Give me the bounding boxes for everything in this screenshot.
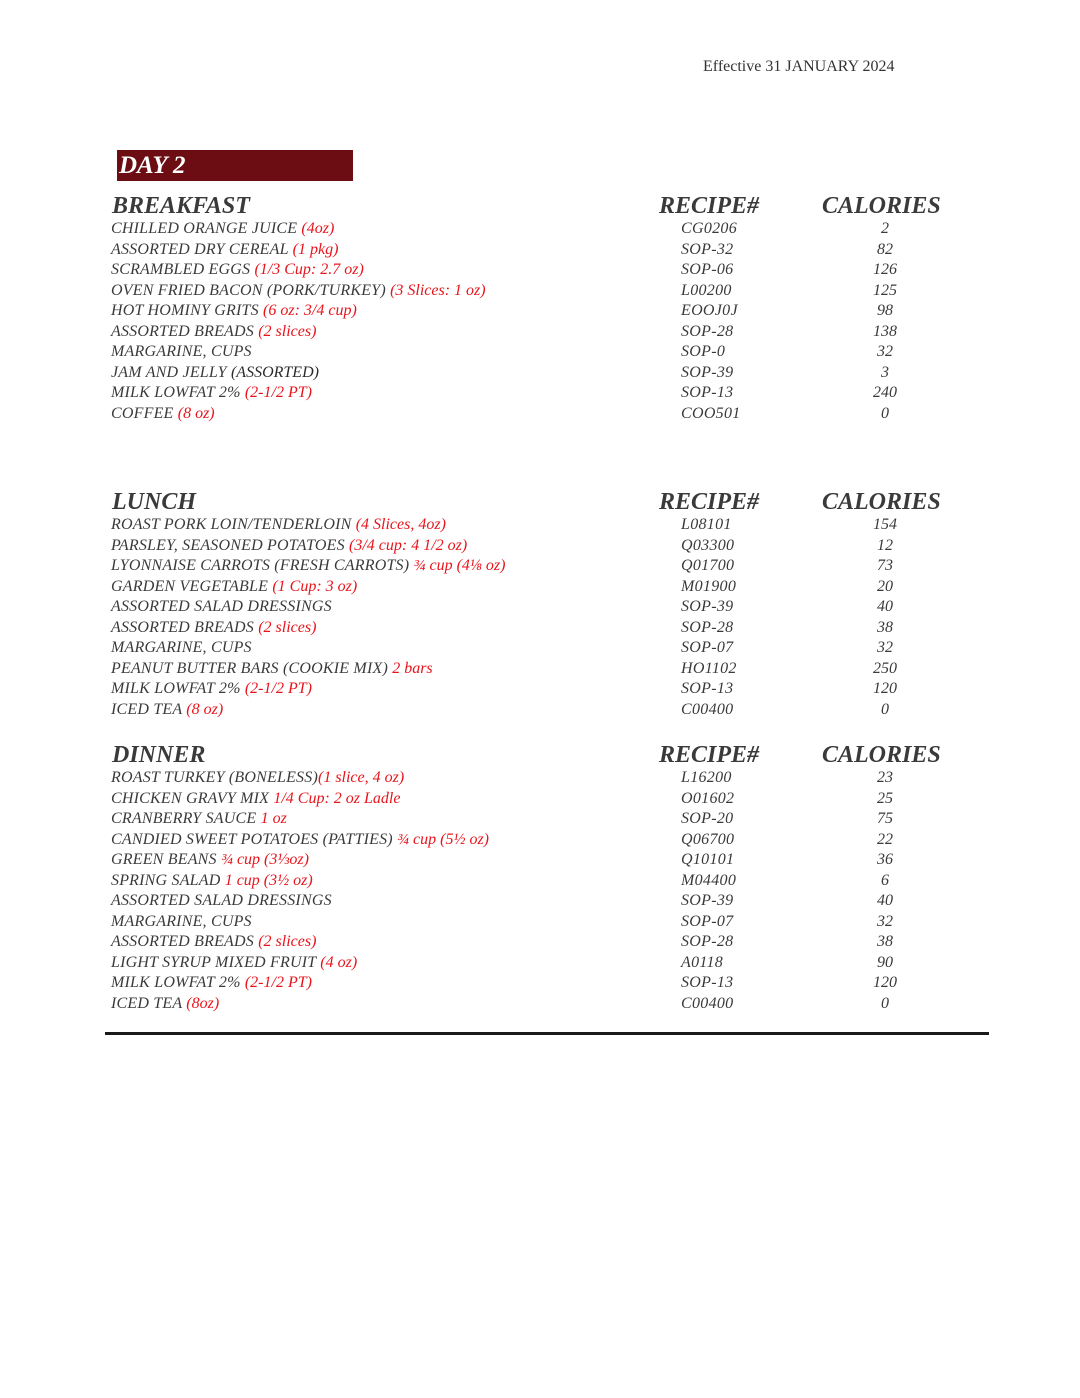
- section-header: [0, 489, 1080, 515]
- item-portion: (4 oz): [320, 953, 358, 971]
- item-portion: (8 oz): [177, 404, 215, 422]
- recipe-number: SOP-28: [681, 933, 734, 950]
- calories-value: 0: [881, 994, 889, 1012]
- item-portion: ¾ cup (5½ oz): [397, 830, 489, 848]
- item-name: PEANUT BUTTER BARS (COOKIE MIX): [111, 659, 393, 677]
- menu-item: [111, 515, 446, 535]
- item-name: ASSORTED BREADS: [111, 322, 259, 340]
- recipe-number: C00400: [681, 994, 734, 1012]
- recipe-number: L16200: [681, 769, 732, 786]
- item-name: ICED TEA: [111, 994, 187, 1012]
- menu-item: [111, 789, 400, 809]
- item-name: CHICKEN GRAVY MIX: [111, 789, 274, 807]
- calories-value: 138: [873, 322, 897, 340]
- recipe-column-header: RECIPE#: [659, 489, 760, 515]
- calories-value: 3: [881, 363, 889, 381]
- calories-value: 36: [877, 851, 893, 868]
- recipe-number: SOP-28: [681, 618, 734, 636]
- section-header: [0, 742, 1080, 768]
- item-portion: (2-1/2 PT): [244, 384, 312, 401]
- item-name: COFFEE: [111, 404, 178, 422]
- calories-value: 75: [877, 810, 893, 827]
- menu-item-row: [0, 994, 1080, 1015]
- menu-item: [111, 994, 219, 1014]
- menu-item-row: [0, 973, 1080, 994]
- menu-item: [111, 932, 316, 952]
- calories-value: 23: [877, 769, 893, 786]
- recipe-number: SOP-13: [681, 680, 734, 697]
- menu-item: [111, 809, 287, 829]
- menu-item-row: [0, 322, 1080, 343]
- menu-item-row: [0, 932, 1080, 953]
- calories-value: 120: [873, 974, 897, 991]
- item-portion: 1 oz: [260, 810, 287, 827]
- menu-item-row: [0, 556, 1080, 577]
- menu-item-row: [0, 891, 1080, 912]
- item-portion: (2 slices): [258, 933, 317, 950]
- menu-item: [111, 891, 332, 911]
- recipe-number: C00400: [681, 700, 734, 718]
- item-name: LYONNAISE CARROTS (FRESH CARROTS): [111, 557, 414, 574]
- calories-value: 90: [877, 953, 893, 971]
- menu-item-row: [0, 219, 1080, 240]
- menu-items: [0, 515, 1080, 720]
- recipe-number: SOP-20: [681, 810, 734, 827]
- bottom-rule: [105, 1032, 989, 1035]
- calories-value: 120: [873, 680, 897, 697]
- item-portion: (2 slices): [258, 618, 317, 636]
- menu-item-row: [0, 809, 1080, 830]
- calories-column-header: CALORIES: [822, 489, 941, 515]
- item-name: MILK LOWFAT 2%: [111, 680, 245, 697]
- item-name: HOT HOMINY GRITS: [111, 302, 264, 319]
- menu-item: [111, 556, 505, 576]
- recipe-number: Q06700: [681, 830, 735, 848]
- calories-value: 40: [877, 598, 893, 615]
- menu-item-row: [0, 789, 1080, 810]
- menu-item-row: [0, 342, 1080, 363]
- item-name: MARGARINE, CUPS: [111, 912, 252, 930]
- recipe-number: EOOJ0J: [681, 302, 738, 319]
- calories-value: 2: [881, 220, 889, 237]
- menu-item: [111, 383, 312, 403]
- item-name: CRANBERRY SAUCE: [111, 810, 261, 827]
- menu-item: [111, 281, 486, 301]
- recipe-number: L08101: [681, 516, 732, 533]
- menu-item: [111, 577, 357, 597]
- menu-item: [111, 953, 357, 973]
- menu-item: [111, 322, 316, 342]
- menu-item-row: [0, 953, 1080, 974]
- recipe-number: SOP-07: [681, 912, 734, 930]
- calories-value: 98: [877, 302, 893, 319]
- section-header: [0, 193, 1080, 219]
- section-title: BREAKFAST: [112, 193, 250, 219]
- item-name: CANDIED SWEET POTATOES (PATTIES): [111, 830, 398, 848]
- menu-item: [111, 363, 319, 383]
- calories-value: 38: [877, 933, 893, 950]
- menu-item-row: [0, 240, 1080, 261]
- recipe-number: SOP-13: [681, 974, 734, 991]
- item-portion: (4oz): [301, 220, 335, 237]
- item-name: GREEN BEANS: [111, 851, 221, 868]
- item-name: ASSORTED BREADS: [111, 618, 259, 636]
- calories-value: 12: [877, 536, 893, 554]
- item-name: CHILLED ORANGE JUICE: [111, 220, 302, 237]
- calories-value: 32: [877, 343, 893, 360]
- menu-items: [0, 768, 1080, 1014]
- calories-value: 0: [881, 404, 889, 422]
- menu-item-row: [0, 363, 1080, 384]
- menu-item-row: [0, 597, 1080, 618]
- menu-item: [111, 679, 312, 699]
- menu-item: [111, 871, 313, 891]
- calories-value: 32: [877, 639, 893, 656]
- recipe-number: SOP-32: [681, 240, 734, 258]
- menu-item-row: [0, 383, 1080, 404]
- item-portion: (3 Slices: 1 oz): [390, 281, 486, 299]
- menu-item: [111, 260, 364, 280]
- item-portion: (4 Slices, 4oz): [355, 516, 446, 533]
- section-lunch: [0, 489, 1080, 720]
- recipe-number: A0118: [681, 953, 724, 971]
- menu-item: [111, 973, 312, 993]
- recipe-number: COO501: [681, 404, 741, 422]
- calories-value: 250: [873, 659, 897, 677]
- menu-item: [111, 830, 489, 850]
- recipe-number: O01602: [681, 789, 735, 807]
- item-portion: (2-1/2 PT): [244, 974, 312, 991]
- recipe-number: M04400: [681, 871, 737, 889]
- recipe-number: SOP-06: [681, 261, 734, 278]
- recipe-column-header: RECIPE#: [659, 742, 760, 768]
- item-portion: (6 oz: 3/4 cup): [263, 302, 357, 319]
- item-portion: 1/4 Cup: 2 oz Ladle: [273, 789, 401, 807]
- menu-item-row: [0, 830, 1080, 851]
- menu-item-row: [0, 638, 1080, 659]
- recipe-number: SOP-0: [681, 343, 726, 360]
- menu-item: [111, 850, 309, 870]
- menu-item: [111, 404, 215, 424]
- menu-item: [111, 912, 252, 932]
- item-portion: (1/3 Cup: 2.7 oz): [254, 261, 364, 278]
- menu-item: [111, 219, 334, 239]
- item-portion: 2 bars: [392, 659, 433, 677]
- menu-items: [0, 219, 1080, 424]
- menu-item-row: [0, 768, 1080, 789]
- item-name: ROAST PORK LOIN/TENDERLOIN: [111, 516, 356, 533]
- recipe-number: SOP-39: [681, 598, 734, 615]
- recipe-number: SOP-28: [681, 322, 734, 340]
- item-name: MILK LOWFAT 2%: [111, 974, 245, 991]
- item-portion: (8 oz): [186, 700, 224, 718]
- item-name: SCRAMBLED EGGS: [111, 261, 255, 278]
- item-portion: 1 cup (3½ oz): [224, 871, 313, 889]
- item-name: JAM AND JELLY: [111, 363, 231, 381]
- menu-item-row: [0, 912, 1080, 933]
- day-label: DAY 2: [119, 152, 186, 179]
- calories-value: 6: [881, 871, 889, 889]
- menu-item: [111, 597, 332, 617]
- recipe-column-header: RECIPE#: [659, 193, 760, 219]
- item-name: SPRING SALAD: [111, 871, 225, 889]
- item-portion: (8oz): [186, 994, 220, 1012]
- menu-item-row: [0, 700, 1080, 721]
- recipe-number: L00200: [681, 281, 732, 299]
- item-name: ASSORTED SALAD DRESSINGS: [111, 892, 332, 909]
- item-portion: (1 slice, 4 oz): [317, 769, 405, 786]
- calories-value: 73: [877, 557, 893, 574]
- menu-item-row: [0, 515, 1080, 536]
- calories-value: 154: [873, 516, 897, 533]
- recipe-number: HO1102: [681, 659, 737, 677]
- menu-item-row: [0, 281, 1080, 302]
- day-banner: [117, 150, 353, 181]
- menu-item: [111, 342, 252, 362]
- recipe-number: CG0206: [681, 220, 738, 237]
- recipe-number: M01900: [681, 577, 737, 595]
- recipe-number: Q01700: [681, 557, 735, 574]
- item-name: OVEN FRIED BACON (PORK/TURKEY): [111, 281, 391, 299]
- item-portion: ¾ cup (4⅛ oz): [413, 557, 506, 574]
- section-breakfast: [0, 193, 1080, 424]
- item-name: MARGARINE, CUPS: [111, 639, 252, 656]
- section-dinner: [0, 742, 1080, 1014]
- menu-item-row: [0, 404, 1080, 425]
- calories-value: 126: [873, 261, 897, 278]
- menu-item: [111, 700, 223, 720]
- calories-value: 40: [877, 892, 893, 909]
- calories-value: 22: [877, 830, 893, 848]
- calories-value: 38: [877, 618, 893, 636]
- menu-item: [111, 768, 404, 788]
- item-portion: ¾ cup (3⅓oz): [220, 851, 309, 868]
- effective-date: Effective 31 JANUARY 2024: [703, 58, 895, 75]
- item-portion: (ASSORTED): [230, 363, 319, 381]
- item-name: ICED TEA: [111, 700, 187, 718]
- calories-value: 20: [877, 577, 893, 595]
- item-name: ASSORTED DRY CEREAL: [111, 240, 293, 258]
- menu-item-row: [0, 301, 1080, 322]
- item-portion: (2 slices): [258, 322, 317, 340]
- item-name: ROAST TURKEY (BONELESS): [111, 769, 318, 786]
- menu-item-row: [0, 659, 1080, 680]
- calories-column-header: CALORIES: [822, 193, 941, 219]
- menu-item-row: [0, 871, 1080, 892]
- calories-value: 25: [877, 789, 893, 807]
- recipe-number: SOP-39: [681, 892, 734, 909]
- calories-value: 82: [877, 240, 893, 258]
- calories-column-header: CALORIES: [822, 742, 941, 768]
- menu-item-row: [0, 850, 1080, 871]
- menu-item: [111, 618, 316, 638]
- item-name: ASSORTED SALAD DRESSINGS: [111, 598, 332, 615]
- section-title: DINNER: [112, 742, 206, 768]
- section-title: LUNCH: [112, 489, 196, 515]
- item-portion: (3/4 cup: 4 1/2 oz): [349, 536, 468, 554]
- menu-item: [111, 659, 433, 679]
- menu-item: [111, 240, 338, 260]
- menu-item-row: [0, 536, 1080, 557]
- item-name: ASSORTED BREADS: [111, 933, 259, 950]
- recipe-number: Q10101: [681, 851, 735, 868]
- calories-value: 0: [881, 700, 889, 718]
- menu-item-row: [0, 577, 1080, 598]
- recipe-number: Q03300: [681, 536, 735, 554]
- item-portion: (2-1/2 PT): [244, 680, 312, 697]
- item-portion: (1 pkg): [292, 240, 339, 258]
- item-name: MILK LOWFAT 2%: [111, 384, 245, 401]
- menu-item: [111, 301, 357, 321]
- calories-value: 240: [873, 384, 897, 401]
- item-portion: (1 Cup: 3 oz): [272, 577, 358, 595]
- menu-item-row: [0, 679, 1080, 700]
- item-name: MARGARINE, CUPS: [111, 343, 252, 360]
- menu-item: [111, 536, 467, 556]
- menu-item-row: [0, 260, 1080, 281]
- menu-item: [111, 638, 252, 658]
- recipe-number: SOP-39: [681, 363, 734, 381]
- item-name: LIGHT SYRUP MIXED FRUIT: [111, 953, 321, 971]
- recipe-number: SOP-13: [681, 384, 734, 401]
- recipe-number: SOP-07: [681, 639, 734, 656]
- item-name: PARSLEY, SEASONED POTATOES: [111, 536, 350, 554]
- calories-value: 125: [873, 281, 897, 299]
- item-name: GARDEN VEGETABLE: [111, 577, 273, 595]
- calories-value: 32: [877, 912, 893, 930]
- menu-item-row: [0, 618, 1080, 639]
